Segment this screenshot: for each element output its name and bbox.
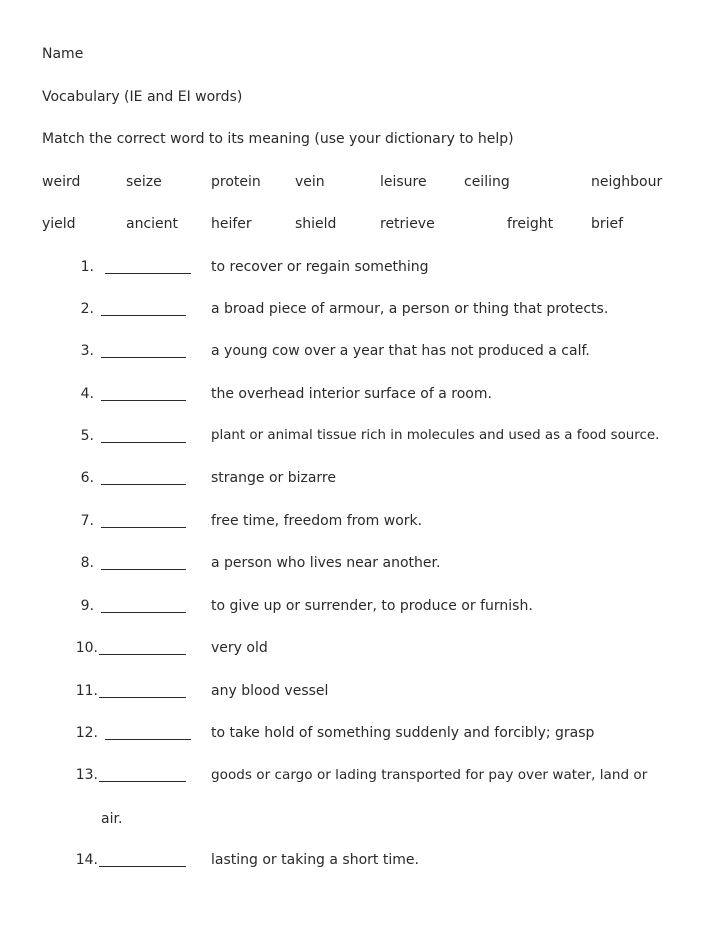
word-bank-word: freight [507, 216, 554, 232]
item-number: 12. [75, 725, 98, 741]
item-definition: very old [211, 640, 268, 656]
item-number: 14. [75, 852, 98, 868]
word-bank-word: shield [295, 216, 337, 232]
item-number: 3. [80, 343, 94, 359]
word-bank-word: weird [42, 174, 81, 190]
item-definition: goods or cargo or lading transported for pay over water, land or [211, 767, 648, 783]
item-definition: to take hold of something suddenly and forcibly; grasp [211, 725, 595, 741]
item-definition: strange or bizarre [211, 470, 336, 486]
name-label: Name [42, 46, 84, 62]
item-number: 8. [80, 555, 94, 571]
worksheet-title: Vocabulary (IE and EI words) [42, 89, 243, 105]
item-definition: plant or animal tissue rich in molecules and used as a food source. [211, 428, 660, 443]
item-number: 10. [75, 640, 98, 656]
word-bank-word: ancient [126, 216, 179, 232]
item-definition: the overhead interior surface of a room. [211, 386, 492, 402]
answer-blank[interactable] [101, 569, 186, 570]
answer-blank[interactable] [101, 315, 186, 316]
word-bank-word: protein [211, 174, 261, 190]
answer-blank[interactable] [101, 612, 186, 613]
item-number: 4. [80, 386, 94, 402]
answer-blank[interactable] [99, 654, 186, 655]
item-definition: free time, freedom from work. [211, 513, 423, 529]
item-number: 1. [80, 259, 94, 275]
word-bank-word: vein [295, 174, 325, 190]
answer-blank[interactable] [99, 697, 186, 698]
item-number: 2. [80, 301, 94, 317]
answer-blank[interactable] [101, 527, 186, 528]
answer-blank[interactable] [105, 739, 191, 740]
item-definition-continuation: air. [101, 811, 123, 827]
item-number: 9. [80, 598, 94, 614]
answer-blank[interactable] [105, 273, 191, 274]
word-bank-word: brief [591, 216, 624, 232]
item-definition: any blood vessel [211, 683, 329, 699]
item-number: 5. [80, 428, 94, 444]
word-bank-word: yield [42, 216, 76, 232]
word-bank-word: retrieve [380, 216, 435, 232]
answer-blank[interactable] [99, 866, 186, 867]
word-bank-word: ceiling [464, 174, 510, 190]
answer-blank[interactable] [101, 442, 186, 443]
word-bank-word: leisure [380, 174, 427, 190]
answer-blank[interactable] [101, 400, 186, 401]
item-definition: a young cow over a year that has not produced a calf. [211, 343, 590, 359]
item-number: 13. [75, 767, 98, 783]
instructions: Match the correct word to its meaning (use your dictionary to help) [42, 131, 514, 147]
item-definition: to give up or surrender, to produce or furnish. [211, 598, 533, 614]
word-bank-word: seize [126, 174, 162, 190]
item-number: 6. [80, 470, 94, 486]
item-definition: a person who lives near another. [211, 555, 441, 571]
item-number: 7. [80, 513, 94, 529]
answer-blank[interactable] [99, 781, 186, 782]
answer-blank[interactable] [101, 484, 186, 485]
word-bank-word: neighbour [591, 174, 663, 190]
item-definition: to recover or regain something [211, 259, 429, 275]
word-bank-word: heifer [211, 216, 252, 232]
item-definition: a broad piece of armour, a person or thing that protects. [211, 301, 609, 317]
answer-blank[interactable] [101, 357, 186, 358]
item-definition: lasting or taking a short time. [211, 852, 419, 868]
item-number: 11. [75, 683, 98, 699]
